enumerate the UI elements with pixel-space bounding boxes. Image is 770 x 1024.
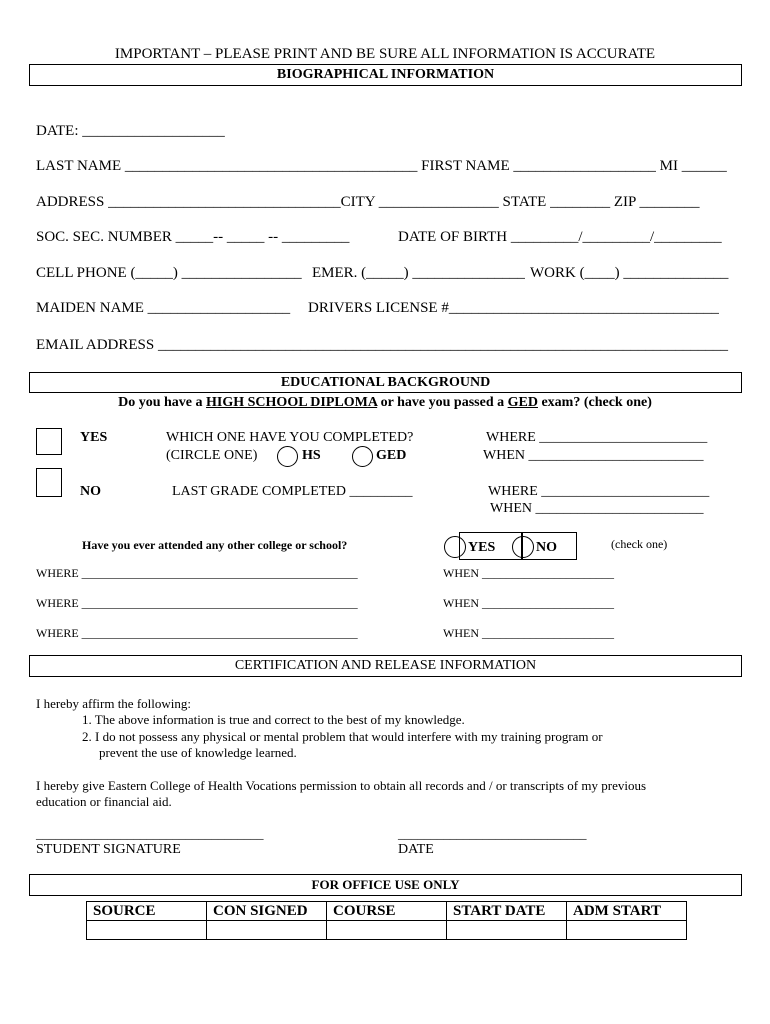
when-no-field[interactable]: WHEN ________________________ xyxy=(490,501,704,516)
office-cell-con-signed[interactable] xyxy=(207,921,327,940)
section-education-title: EDUCATIONAL BACKGROUND xyxy=(280,375,491,390)
affirm-item-1: 1. The above information is true and correct to the best of my knowledge. xyxy=(82,712,465,727)
ged-label: GED xyxy=(376,448,407,463)
hs-label: HS xyxy=(302,448,321,463)
diploma-question: Do you have a HIGH SCHOOL DIPLOMA or have you passed a GED exam? (check one) xyxy=(118,395,652,410)
work-phone-field[interactable]: WORK (____) ______________ xyxy=(530,265,729,281)
where-yes-field[interactable]: WHERE ________________________ xyxy=(486,430,708,445)
office-col-source: SOURCE xyxy=(87,902,207,921)
section-office-title: FOR OFFICE USE ONLY xyxy=(311,877,460,892)
cell-phone-field[interactable]: CELL PHONE (_____) ________________ xyxy=(36,265,302,281)
other-where-2[interactable]: WHERE ______________________________________________ xyxy=(36,596,358,610)
no-label: NO xyxy=(80,484,101,499)
yes-checkbox[interactable] xyxy=(36,428,62,455)
date-field[interactable]: DATE: ___________________ xyxy=(36,123,225,139)
other-when-3[interactable]: WHEN ______________________ xyxy=(443,626,614,640)
which-one-label: WHICH ONE HAVE YOU COMPLETED? xyxy=(166,430,414,445)
section-certification-box xyxy=(29,655,742,677)
other-no-label: NO xyxy=(536,540,557,555)
other-where-1[interactable]: WHERE ______________________________________________ xyxy=(36,566,358,580)
date-line[interactable]: _____________________________ xyxy=(398,826,587,841)
affirm-item-2: 2. I do not possess any physical or mental problem that would interfere with my training program or xyxy=(82,729,603,744)
name-fields[interactable]: LAST NAME _______________________________________ FIRST NAME ___________________ MI ______ xyxy=(36,158,727,174)
no-checkbox[interactable] xyxy=(36,468,62,497)
section-office-box xyxy=(29,874,742,896)
office-table xyxy=(86,901,687,940)
section-bio-title: BIOGRAPHICAL INFORMATION xyxy=(276,67,495,82)
office-col-adm-start: ADM START xyxy=(567,902,687,921)
office-cell-start-date[interactable] xyxy=(447,921,567,940)
notice: IMPORTANT – PLEASE PRINT AND BE SURE ALL INFORMATION IS ACCURATE xyxy=(114,46,656,62)
other-when-1[interactable]: WHEN ______________________ xyxy=(443,566,614,580)
maiden-name-field[interactable]: MAIDEN NAME ___________________ xyxy=(36,300,291,316)
other-yes-circle[interactable] xyxy=(444,536,466,558)
circle-one-label: (CIRCLE ONE) xyxy=(166,448,258,463)
drivers-license-field[interactable]: DRIVERS LICENSE #____________________________________ xyxy=(308,300,719,316)
yes-label: YES xyxy=(80,430,108,445)
last-grade-field[interactable]: LAST GRADE COMPLETED _________ xyxy=(172,484,413,499)
office-header-row xyxy=(87,902,687,921)
other-where-3[interactable]: WHERE ______________________________________________ xyxy=(36,626,358,640)
emergency-phone-field[interactable]: EMER. (_____) _______________ xyxy=(312,265,525,281)
permission-text: I hereby give Eastern College of Health Vocations permission to obtain all records and / or transcripts of my previous xyxy=(36,778,647,793)
signature-line[interactable]: ___________________________________ xyxy=(36,826,264,841)
when-yes-field[interactable]: WHEN _________________________ xyxy=(483,448,704,463)
office-cell-course[interactable] xyxy=(327,921,447,940)
other-when-2[interactable]: WHEN ______________________ xyxy=(443,596,614,610)
other-yes-label: YES xyxy=(468,540,496,555)
ssn-field[interactable]: SOC. SEC. NUMBER _____-- _____ -- _________ xyxy=(36,229,350,245)
office-col-con-signed: CON SIGNED xyxy=(207,902,327,921)
other-no-circle[interactable] xyxy=(512,536,534,558)
email-field[interactable]: EMAIL ADDRESS ____________________________________________________________________________ xyxy=(36,337,728,353)
section-certification-title: CERTIFICATION AND RELEASE INFORMATION xyxy=(234,658,537,673)
affirm-item-2-cont: prevent the use of knowledge learned. xyxy=(99,745,297,760)
office-entry-row xyxy=(87,921,687,940)
other-college-question: Have you ever attended any other college or school? xyxy=(82,538,348,552)
check-one-label: (check one) xyxy=(611,537,668,551)
office-cell-adm-start[interactable] xyxy=(567,921,687,940)
office-cell-source[interactable] xyxy=(87,921,207,940)
where-no-field[interactable]: WHERE ________________________ xyxy=(488,484,710,499)
office-col-course: COURSE xyxy=(327,902,447,921)
section-bio-box xyxy=(29,64,742,86)
date-label: DATE xyxy=(398,842,434,857)
signature-label: STUDENT SIGNATURE xyxy=(36,842,181,857)
permission-text-cont: education or financial aid. xyxy=(36,794,172,809)
section-education-box xyxy=(29,372,742,393)
office-col-start-date: START DATE xyxy=(447,902,567,921)
hs-circle[interactable] xyxy=(277,446,298,467)
dob-field[interactable]: DATE OF BIRTH _________/_________/_________ xyxy=(398,229,722,245)
ged-circle[interactable] xyxy=(352,446,373,467)
address-fields[interactable]: ADDRESS _______________________________CITY ________________ STATE ________ ZIP ________ xyxy=(36,194,700,210)
affirm-text: I hereby affirm the following: xyxy=(36,696,191,711)
